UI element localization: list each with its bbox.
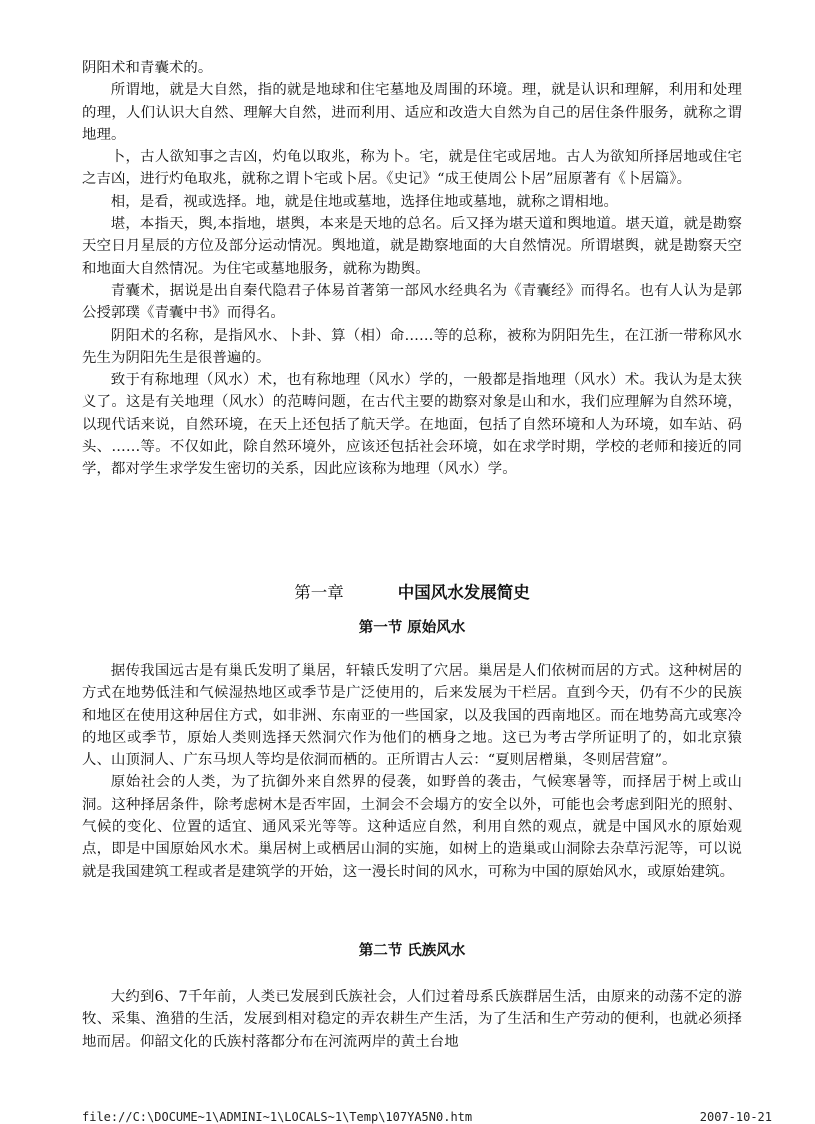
section-title: 第二节 氏族风水 bbox=[358, 942, 466, 959]
paragraph: 据传我国远古是有巢氏发明了巢居，轩辕氏发明了穴居。巢居是人们依树而居的方式。这种树居的方式在地势低洼和气候湿热地区或季节是广泛使用的，后来发展为干栏居。直到今天，仍有不少的民族和地区在使用这种居住方式，如非洲、东南亚的一些国家，以及我国的西南地区。而在地势高亢或寒冷的地区或季节，原始人类则选择天然洞穴作为他们的栖身之地。这已为考古学所证明了的，如北京猿人、山顶洞人、广东马坝人等均是依洞而栖的。正所谓古人云：“夏则居橧巢，冬则居营窟”。 bbox=[82, 663, 742, 769]
paragraph: 阴阳术和青囊术的。 bbox=[82, 60, 213, 76]
chapter-heading bbox=[82, 581, 742, 605]
intro-block bbox=[82, 57, 742, 481]
paragraph: 卜，古人欲知事之吉凶，灼龟以取兆，称为卜。宅，就是住宅或居地。古人为欲知所择居地或住宅之吉凶，进行灼龟取兆，就称之谓卜宅或卜居。《史记》“成王使周公卜居”屈原著有《卜居篇》。 bbox=[82, 149, 742, 188]
section-body bbox=[82, 986, 742, 1053]
paragraph: 原始社会的人类，为了抗御外来自然界的侵袭，如野兽的袭击，气候寒暑等，而择居于树上或山洞。这种择居条件，除考虑树木是否牢固，土洞会不会塌方的安全以外，可能也会考虑到阳光的照射、气候的变化、位置的适宜、通风采光等等。这种适应自然，利用自然的观点，就是中国风水的原始观点，即是中国原始风水术。巢居树上或栖居山洞的实施，如树上的造巢或山洞除去杂草污泥等，可以说就是我国建筑工程或者是建筑学的开始，这一漫长时间的风水，可称为中国的原始风水，或原始建筑。 bbox=[82, 774, 742, 880]
paragraph: 大约到6、7千年前，人类已发展到氏族社会，人们过着母系氏族群居生活，由原来的动荡不定的游牧、采集、渔猎的生活，发展到相对稳定的弄农耕生产生活，为了生活和生产劳动的便利，也就必须择地而居。仰韶文化的氏族村落都分布在河流两岸的黄土台地 bbox=[82, 989, 742, 1050]
section-title: 第一节 原始风水 bbox=[358, 619, 466, 636]
footer-date: 2007-10-21 bbox=[699, 1110, 772, 1124]
section-body bbox=[82, 660, 742, 883]
paragraph: 阴阳术的名称，是指风水、卜卦、算（相）命……等的总称，被称为阴阳先生，在江浙一带称风水先生为阴阳先生是很普遍的。 bbox=[82, 327, 742, 366]
chapter-number: 第一章 bbox=[294, 583, 344, 602]
chapter-title: 中国风水发展简史 bbox=[397, 583, 530, 602]
paragraph: 青囊术，据说是出自秦代隐君子体易首著第一部风水经典名为《青囊经》而得名。也有人认为是郭公授郭璞《青囊中书》而得名。 bbox=[82, 282, 742, 322]
paragraph: 致于有称地理（风水）术，也有称地理（风水）学的，一般都是指地理（风水）术。我认为是太狭义了。这是有关地理（风水）的范畴问题，在古代主要的勘察对象是山和水，我们应理解为自然环境，以现代话来说，自然环境，在天上还包括了航天学。在地面，包括了自然环境和人为环境，如车站、码头、……等。不仅如此，除自然环境外，应该还包括社会环境，如在求学时期，学校的老师和接近的同学，都对学生求学发生密切的关系，因此应该称为地理（风水）学。 bbox=[82, 372, 742, 478]
footer-file-path: file://C:\DOCUME~1\ADMINI~1\LOCALS~1\Temp\107YA5N0.htm bbox=[82, 1110, 473, 1124]
paragraph: 相，是看，视或选择。地，就是住地或墓地，选择住地或墓地，就称之谓相地。 bbox=[110, 193, 618, 210]
paragraph: 堪，本指天，舆,本指地，堪舆，本来是天地的总名。后又择为堪天道和舆地道。堪天道，就是勘察天空日月星辰的方位及部分运动情况。舆地道，就是勘察地面的大自然情况。所谓堪舆，就是勘察天空和地面大自然情况。为住宅或墓地服务，就称为勘舆。 bbox=[82, 216, 742, 277]
paragraph: 所谓地，就是大自然，指的就是地球和住宅墓地及周围的环境。理，就是认识和理解，利用和处理的理，人们认识大自然、理解大自然，进而利用、适应和改造大自然为自己的居住条件服务，就称之谓地理。 bbox=[82, 82, 742, 143]
